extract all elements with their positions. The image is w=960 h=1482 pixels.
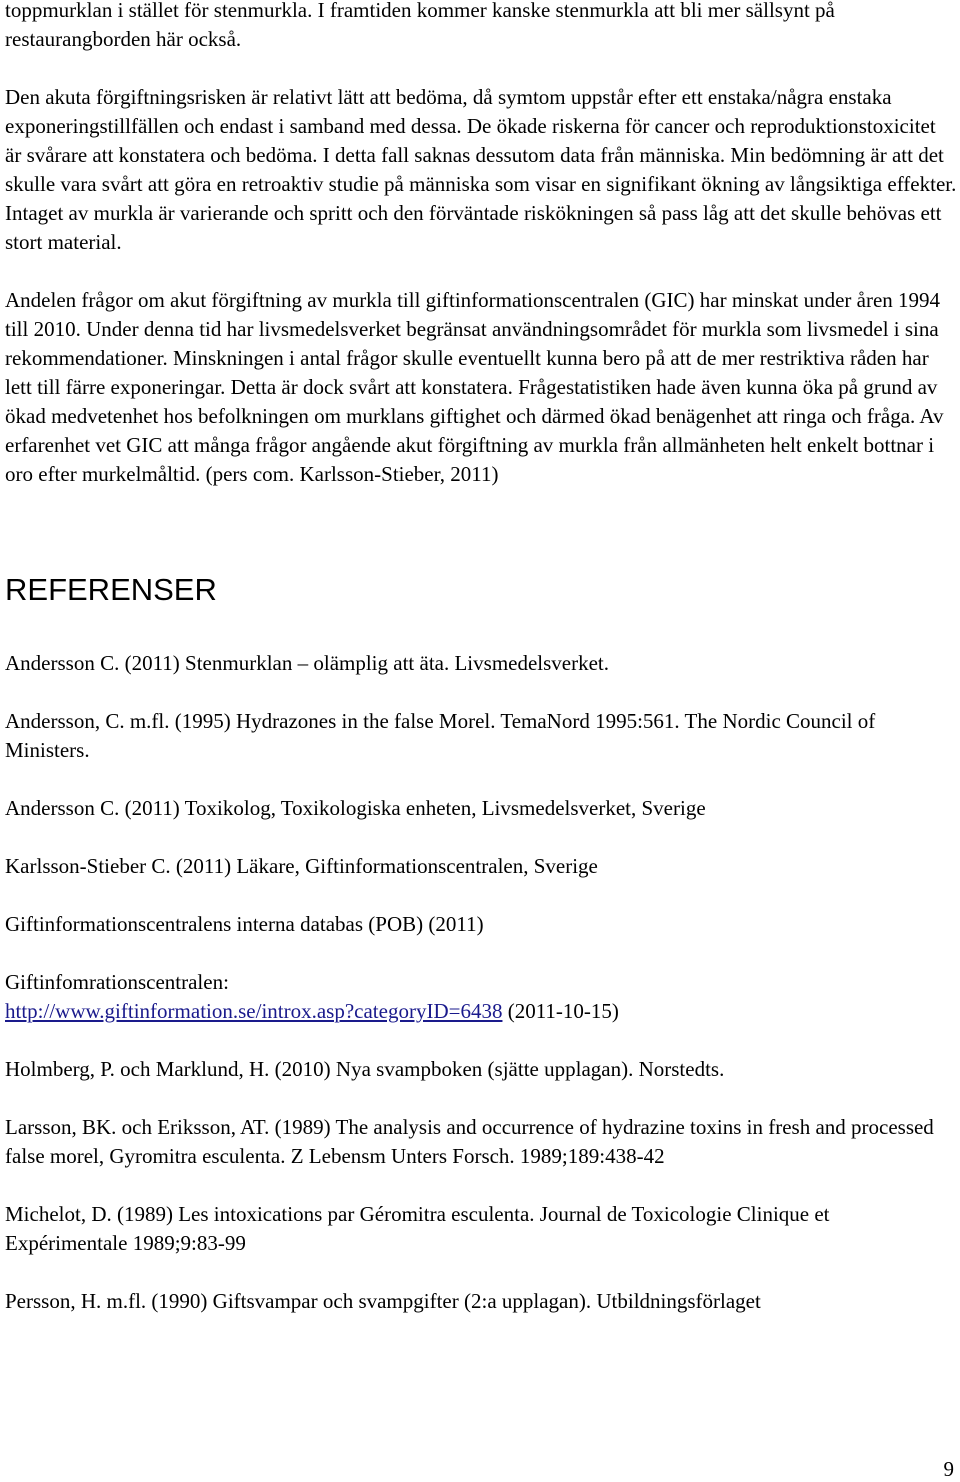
reference-url-link[interactable]: http://www.giftinformation.se/introx.asp?categoryID=6438 xyxy=(5,999,503,1023)
page-number: 9 xyxy=(943,1457,954,1481)
reference-item: Holmberg, P. och Marklund, H. (2010) Nya svampboken (sjätte upplagan). Norstedts. xyxy=(5,1057,725,1081)
body-paragraph: toppmurklan i stället för stenmurkla. I framtiden kommer kanske stenmurkla att bli mer sällsynt på restaurangborden här också. xyxy=(5,0,835,51)
body-paragraph: Den akuta förgiftningsrisken är relativt lätt att bedöma, då symtom uppstår efter ett enstaka/några enstaka exponeringstillfällen och endast i samband med dessa. De ökade riskerna för cancer och reproduktionstoxicitet är svårare att konstatera och bedöma. I detta fall saknas dessutom data från människa. Min bedömning är att det skulle vara svårt att göra en retroaktiv studie på människa som visar en signifikant ökning av långsiktiga effekter. Intaget av murkla är varierande och spritt och den förväntade riskökningen så pass låg att det skulle behövas ett stort material. xyxy=(5,85,957,254)
page-content xyxy=(5,0,957,1345)
reference-link-suffix: (2011-10-15) xyxy=(507,999,619,1023)
reference-item: Giftinformationscentralens interna databas (POB) (2011) xyxy=(5,912,484,936)
references-heading: REFERENSER xyxy=(5,572,217,607)
reference-item: Larsson, BK. och Eriksson, AT. (1989) The analysis and occurrence of hydrazine toxins in fresh and processed false morel, Gyromitra esculenta. Z Lebensm Unters Forsch. 1989;189:438-42 xyxy=(5,1115,934,1168)
body-paragraph: Andelen frågor om akut förgiftning av murkla till giftinformationscentralen (GIC) har minskat under åren 1994 till 2010. Under denna tid har livsmedelsverket begränsat användningsområdet för murkla som livsmedel i sina rekommendationer. Minskningen i antal frågor skulle eventuellt kunna bero på att de mer restriktiva råden har lett till färre exponeringar. Detta är dock svårt att konstatera. Frågestatistiken hade även kunna öka på grund av ökad medvetenhet hos befolkningen om murklans giftighet och därmed ökad benägenhet att ringa och fråga. Av erfarenhet vet GIC att många frågor angående akut förgiftning av murkla från allmänheten helt enkelt bottnar i oro efter murkelmåltid. (pers com. Karlsson-Stieber, 2011) xyxy=(5,288,944,486)
reference-item-with-link xyxy=(5,968,957,1026)
reference-link-prefix: Giftinfomrationscentralen: xyxy=(5,970,229,994)
reference-item: Andersson, C. m.fl. (1995) Hydrazones in the false Morel. TemaNord 1995:561. The Nordic Council of Ministers. xyxy=(5,709,876,762)
reference-item: Andersson C. (2011) Stenmurklan – olämplig att äta. Livsmedelsverket. xyxy=(5,651,610,675)
reference-item: Michelot, D. (1989) Les intoxications par Géromitra esculenta. Journal de Toxicologie Clinique et Expérimentale 1989;9:83-99 xyxy=(5,1202,830,1255)
reference-item: Persson, H. m.fl. (1990) Giftsvampar och svampgifter (2:a upplagan). Utbildningsförlaget xyxy=(5,1289,761,1313)
reference-item: Karlsson-Stieber C. (2011) Läkare, Giftinformationscentralen, Sverige xyxy=(5,854,598,878)
reference-item: Andersson C. (2011) Toxikolog, Toxikologiska enheten, Livsmedelsverket, Sverige xyxy=(5,796,706,820)
